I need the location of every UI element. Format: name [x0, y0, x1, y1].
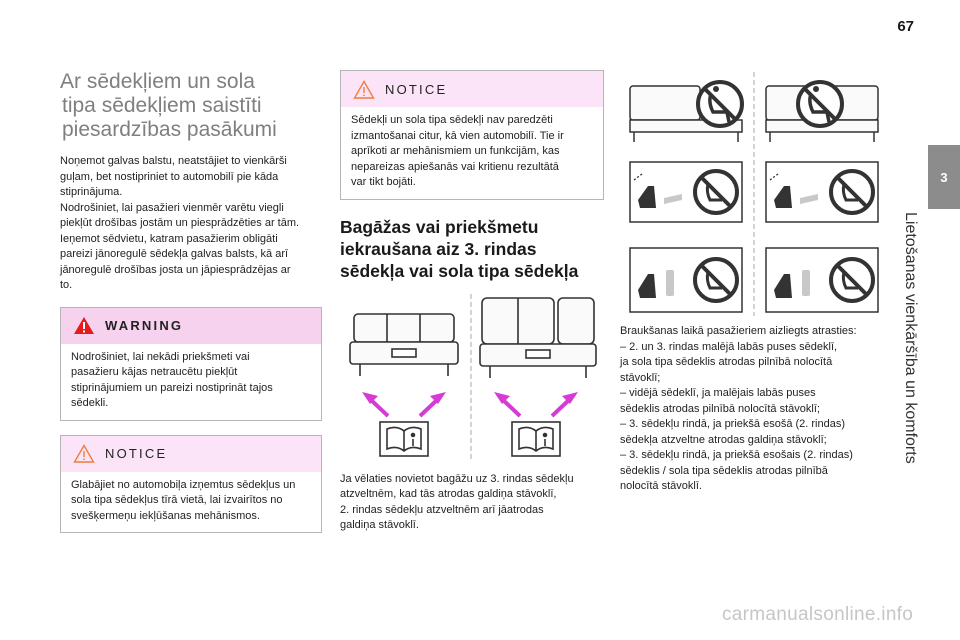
- no-sitting-icon: [798, 82, 842, 126]
- text-line: piekļūt drošības jostām un piesprādzēties ar tām.: [60, 217, 300, 229]
- text-line: sēdeklis atrodas pilnībā nolocītā stāvoklī;: [620, 402, 820, 415]
- text-line: – 3. sēdekļu rindā, ja priekšā esošā (2. rindas): [620, 418, 846, 430]
- title-line: iekraušana aiz 3. rindas: [340, 238, 537, 259]
- text-line: – 2. un 3. rindas malējā labās puses sēdeklī,: [620, 340, 838, 353]
- notice-body: [61, 472, 321, 533]
- text-line: Ja vēlaties novietot bagāžu uz 3. rindas sēdekļu: [340, 472, 574, 485]
- section-title-precautions: [60, 70, 322, 142]
- chapter-title: Lietošanas vienkāršība un komforts: [902, 212, 919, 464]
- notice-header: [341, 71, 603, 107]
- title-line: piesardzības pasākumi: [62, 118, 277, 141]
- warning-box: [60, 307, 322, 421]
- column-3: [620, 70, 888, 495]
- text-line: var tikt bojāti.: [351, 176, 416, 188]
- text-line: svešķermeņu iekļūšanas mehānismos.: [71, 509, 260, 522]
- prohibited-caption: [620, 324, 888, 495]
- warning-body: [61, 344, 321, 420]
- prohibited-seating-illustration: [620, 70, 888, 318]
- notice-header: [61, 436, 321, 472]
- text-line: ja sola tipa sēdeklis atrodas pilnībā nolocītā: [620, 356, 833, 368]
- seats-upright-right: [480, 298, 596, 378]
- manual-book-icon: [512, 422, 560, 456]
- column-1: [60, 70, 322, 533]
- text-line: Ieņemot sēdvietu, katram pasažierim obligāti: [60, 232, 278, 245]
- text-line: – 3. sēdekļu rindā, ja priekšā esošais (2. rindas): [620, 449, 853, 461]
- text-line: 2. rindas sēdekļu atzveltnēm arī jāatrodas: [340, 503, 544, 516]
- luggage-caption: [340, 472, 604, 534]
- text-line: guļam, bet nostipriniet to automobilī pie kāda: [60, 170, 279, 183]
- middle-row-left: [630, 162, 742, 222]
- page-number: 67: [897, 18, 914, 35]
- text-line: sēdeklis / sola tipa sēdeklis atrodas pilnībā: [620, 464, 828, 477]
- text-line: nolocītā stāvoklī.: [620, 480, 702, 492]
- section-title-luggage: [340, 216, 604, 282]
- text-line: atzveltnēm, kad tās atrodas galdiņa stāvoklī,: [340, 488, 557, 500]
- chapter-title-wrap: [893, 212, 927, 472]
- text-line: sēdekļa atzveltne atrodas galdiņa stāvoklī;: [620, 433, 827, 446]
- text-line: to.: [60, 279, 73, 291]
- middle-row-right: [766, 162, 878, 222]
- title-line: Bagāžas vai priekšmetu: [340, 216, 539, 237]
- title-line: sēdekļa vai sola tipa sēdekļa: [340, 260, 579, 281]
- title-line: Ar sēdekļiem un sola: [60, 70, 255, 93]
- text-line: Nodrošiniet, lai pasažieri vienmēr varētu viegli: [60, 201, 284, 214]
- text-line: stiprinājumiem un pareizi nostiprināt tajos: [71, 381, 273, 394]
- text-line: sēdekli.: [71, 397, 109, 409]
- notice-body: [341, 107, 603, 199]
- bottom-row-left: [630, 248, 742, 312]
- text-line: aprīkoti ar mehānismiem un funkcijām, kas: [351, 145, 560, 157]
- text-line: Noņemot galvas balstu, neatstājiet to vienkārši: [60, 155, 287, 167]
- text-line: – vidējā sēdeklī, ja malējais labās puses: [620, 387, 816, 399]
- notice-triangle-icon: [353, 80, 375, 99]
- text-line: Sēdekļi un sola tipa sēdekļi nav paredzēti: [351, 114, 553, 126]
- notice-label: NOTICE: [385, 81, 448, 97]
- footer-watermark[interactable]: carmanualsonline.info: [722, 604, 914, 625]
- precautions-paragraph: [60, 154, 322, 294]
- text-line: Nodrošiniet, lai nekādi priekšmeti vai: [71, 350, 250, 363]
- no-sitting-icon: [698, 82, 742, 126]
- warning-triangle-icon: [73, 316, 95, 335]
- title-line: tipa sēdekļiem saistīti: [62, 94, 262, 117]
- manual-book-icon: [380, 422, 428, 456]
- text-line: pareizi jānoregulē sēdekļa galvas balsts, kā arī: [60, 248, 289, 260]
- text-line: pasažieru kājas netraucētu piekļūt: [71, 366, 238, 378]
- warning-header: [61, 308, 321, 344]
- text-line: stāvoklī;: [620, 371, 661, 384]
- column-2: [340, 70, 604, 534]
- text-line: Braukšanas laikā pasažieriem aizliegts atrasties:: [620, 325, 857, 337]
- warning-label: WARNING: [105, 318, 184, 333]
- text-line: jānoregulē drošības josta un jāpiesprādzējas ar: [60, 263, 291, 276]
- text-line: izmantošanai citur, kā vien automobilī. Tie ir: [351, 129, 564, 142]
- notice-box-1: [60, 435, 322, 534]
- text-line: sola tipa sēdekļus tīrā vietā, lai izvairītos no: [71, 494, 283, 506]
- magenta-arrows: [362, 392, 578, 416]
- text-line: nepareizas apiešanās vai kritienu rezultātā: [351, 160, 559, 173]
- bottom-row-right: [766, 248, 878, 312]
- notice-triangle-icon: [73, 444, 95, 463]
- text-line: stiprinājuma.: [60, 186, 123, 198]
- luggage-seat-illustration: [340, 294, 604, 464]
- text-line: galdiņa stāvoklī.: [340, 519, 419, 531]
- seats-folded-left: [350, 314, 458, 376]
- text-line: Glabājiet no automobiļa izņemtus sēdekļus un: [71, 478, 296, 491]
- notice-label: NOTICE: [105, 446, 168, 461]
- notice-box-2: [340, 70, 604, 200]
- chapter-tab[interactable]: 3: [928, 145, 960, 209]
